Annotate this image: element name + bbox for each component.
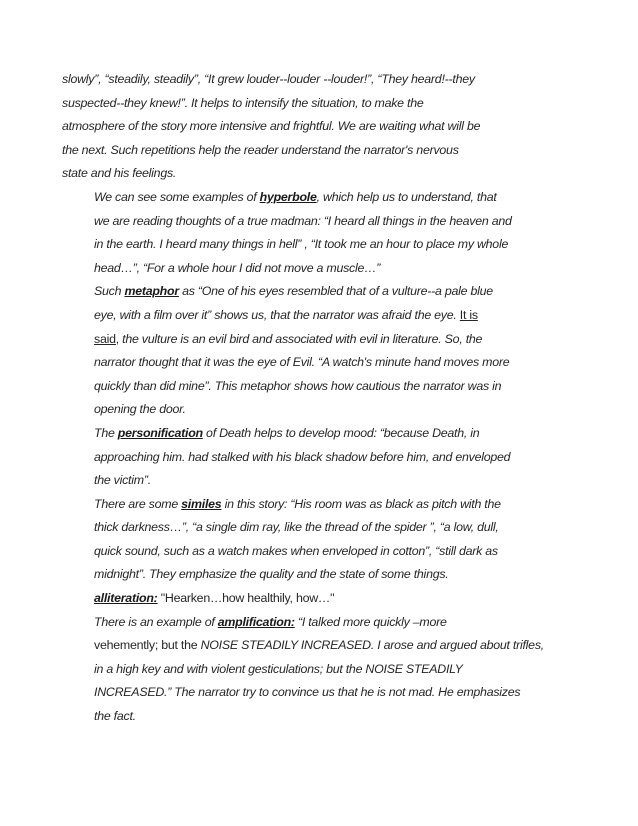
text-line (62, 422, 574, 446)
text-span: We can see some examples of (94, 189, 260, 204)
paragraph-amplification (62, 611, 574, 729)
text-line (62, 493, 574, 517)
text-span: There are some (94, 496, 182, 511)
text-line: the next. Such repetitions help the reader understand the narrator's nervous (62, 142, 459, 157)
text-line: INCREASED.” The narrator try to convince us that he is not mad. He emphasizes (94, 685, 521, 700)
document-page (62, 68, 574, 729)
text-line (62, 634, 574, 658)
text-span: Such (94, 284, 125, 299)
text-span: There is an example of (94, 614, 218, 629)
text-span: as “One of his eyes resembled that of a vulture--a pale blue (178, 284, 493, 299)
text-span: the vulture is an evil bird and associated with evil in literature. So, the (118, 331, 483, 346)
text-line: approaching him. had stalked with his black shadow before him, and enveloped (94, 449, 511, 464)
term-amplification: amplification: (217, 614, 295, 629)
text-line: we are reading thoughts of a true madman: “I heard all things in the heaven and (94, 213, 512, 228)
text-span: “I talked more quickly –more (294, 614, 447, 629)
term-hyperbole: hyperbole (259, 189, 317, 204)
text-span-underlined: It is (459, 307, 478, 322)
paragraph-metaphor (62, 280, 574, 422)
text-span: vehemently; but the (94, 638, 198, 653)
paragraph-hyperbole (62, 186, 574, 280)
text-span: eye, with a film over it” shows us, that the narrator was afraid the eye. (94, 307, 460, 322)
paragraph-similes (62, 493, 574, 587)
paragraph-repetition (62, 68, 574, 186)
text-line: the victim”. (94, 473, 151, 488)
text-line: in the earth. I heard many things in hell” , “It took me an hour to place my whole (94, 237, 509, 252)
text-line: suspected--they knew!”. It helps to intensify the situation, to make the (62, 95, 424, 110)
term-similes: similes (181, 496, 222, 511)
text-line: slowly”, “steadily, steadily”, “It grew louder--louder --louder!”, “They heard!--they (62, 72, 475, 86)
paragraph-alliteration (62, 587, 574, 611)
text-span: NOISE STEADILY INCREASED. I arose and argued about trifles, (197, 638, 544, 653)
text-span: The (94, 425, 118, 440)
text-line: midnight”. They emphasize the quality and the state of some things. (94, 567, 449, 582)
text-line (62, 611, 574, 635)
text-line: the fact. (94, 709, 136, 724)
text-line: thick darkness…”, “a single dim ray, like the thread of the spider ”, “a low, dull, (94, 520, 499, 535)
text-line (62, 328, 574, 352)
text-line (62, 304, 574, 328)
term-personification: personification (117, 425, 203, 440)
text-line: quickly than did mine”. This metaphor shows how cautious the narrator was in (94, 378, 502, 393)
term-alliteration: alliteration: (94, 591, 158, 606)
text-span: , which help us to understand, that (316, 189, 497, 204)
text-line: head…”, “For a whole hour I did not move a muscle…” (94, 260, 381, 275)
paragraph-personification (62, 422, 574, 493)
text-span: in this story: “His room was as black as pitch with the (221, 496, 501, 511)
text-line (62, 280, 574, 304)
text-line: opening the door. (94, 402, 186, 417)
text-line (62, 587, 574, 611)
text-line: narrator thought that it was the eye of Evil. “A watch's minute hand moves more (94, 355, 510, 370)
text-line: in a high key and with violent gesticulations; but the NOISE STEADILY (94, 661, 463, 676)
text-line: quick sound, such as a watch makes when enveloped in cotton”, “still dark as (94, 543, 498, 558)
text-line: state and his feelings. (62, 166, 177, 181)
text-span-underlined: said, (94, 331, 119, 346)
text-span: of Death helps to develop mood: “because Death, in (202, 425, 480, 440)
term-metaphor: metaphor (124, 284, 179, 299)
text-span: "Hearken…how healthily, how…" (157, 591, 335, 606)
text-line: atmosphere of the story more intensive and frightful. We are waiting what will be (62, 119, 481, 134)
text-line (62, 186, 574, 210)
